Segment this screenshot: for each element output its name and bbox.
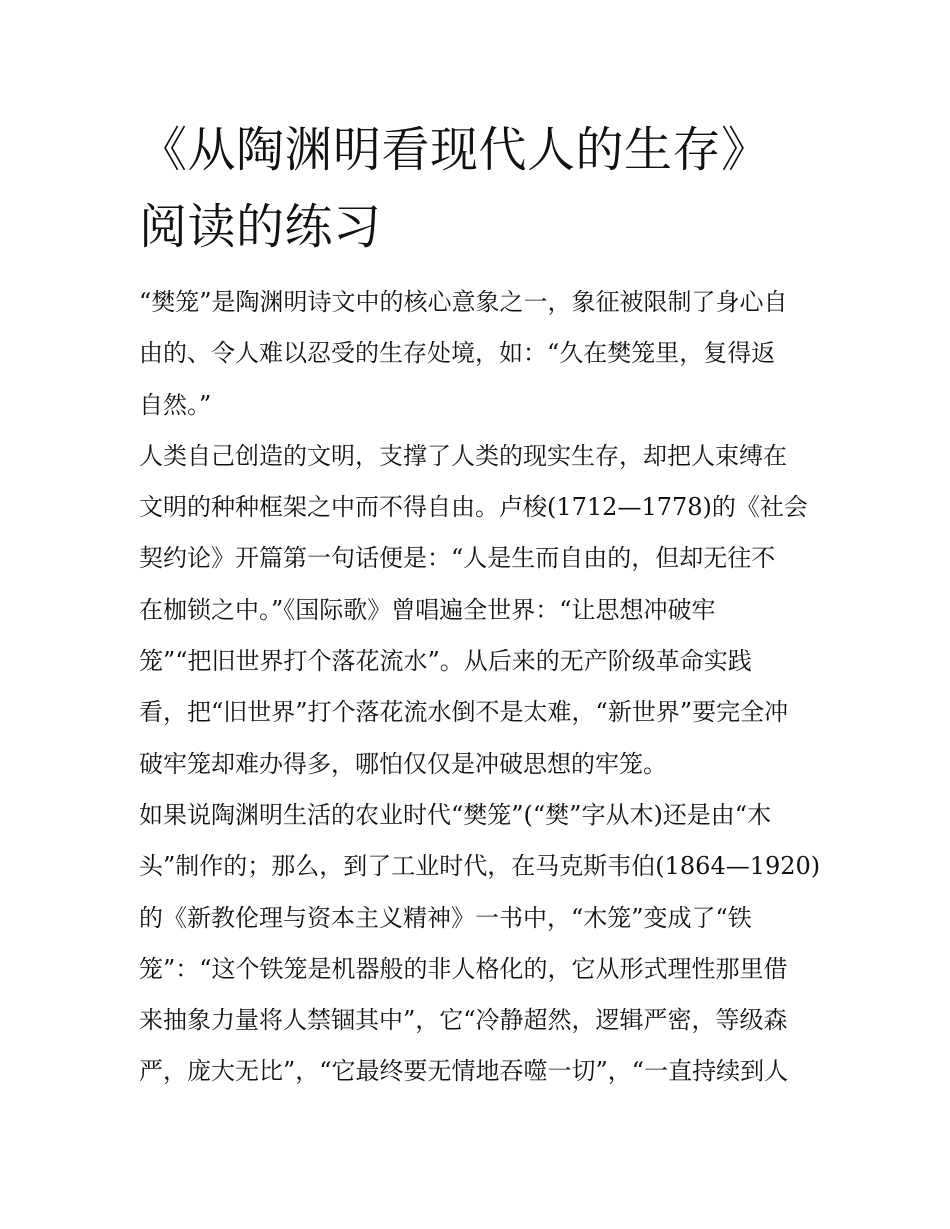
text-line: 在枷锁之中。”《国际歌》曾唱遍全世界：“让思想冲破牢 — [139, 595, 716, 624]
text-line: 文明的种种框架之中而不得自由。卢梭(1712—1778)的《社会 — [139, 493, 808, 522]
paragraph-2 — [139, 431, 829, 790]
text-line: “樊笼”是陶渊明诗文中的核心意象之一，象征被限制了身心自 — [139, 288, 788, 316]
text-line: 头”制作的；那么，到了工业时代，在马克斯韦伯(1864—1920) — [139, 852, 821, 881]
text-line: 严，庞大无比”，“它最终要无情地吞噬一切”，“一直持续到人 — [139, 1057, 789, 1086]
text-line: 来抽象力量将人禁锢其中”，它“冷静超然，逻辑严密，等级森 — [139, 1006, 788, 1035]
text-line: 如果说陶渊明生活的农业时代“樊笼”(“樊”字从木)还是由“木 — [139, 800, 772, 829]
text-line: 看，把“旧世界”打个落花流水倒不是太难，“新世界”要完全冲 — [139, 698, 789, 727]
text-line: 契约论》开篇第一句话便是：“人是生而自由的，但却无往不 — [139, 544, 776, 573]
paragraph-1 — [139, 277, 829, 431]
text-line: 由的、令人难以忍受的生存处境，如：“久在樊笼里，复得返 — [139, 339, 776, 368]
document-title — [139, 112, 839, 266]
text-line: 自然。” — [139, 390, 212, 419]
title-line: 阅读的练习 — [139, 199, 382, 255]
text-line: 破牢笼却难办得多，哪怕仅仅是冲破思想的牢笼。 — [139, 749, 667, 778]
text-line: 人类自己创造的文明，支撑了人类的现实生存，却把人束缚在 — [139, 441, 787, 470]
text-line: 笼”“把旧世界打个落花流水”。从后来的无产阶级革命实践 — [139, 647, 752, 676]
text-line: 笼”：“这个铁笼是机器般的非人格化的，它从形式理性那里借 — [139, 954, 788, 983]
document-body — [139, 277, 829, 1098]
title-line: 《从陶渊明看现代人的生存》 — [139, 122, 770, 178]
paragraph-3 — [139, 790, 829, 1098]
text-line: 的《新教伦理与资本主义精神》一书中，“木笼”变成了“铁 — [139, 903, 752, 932]
